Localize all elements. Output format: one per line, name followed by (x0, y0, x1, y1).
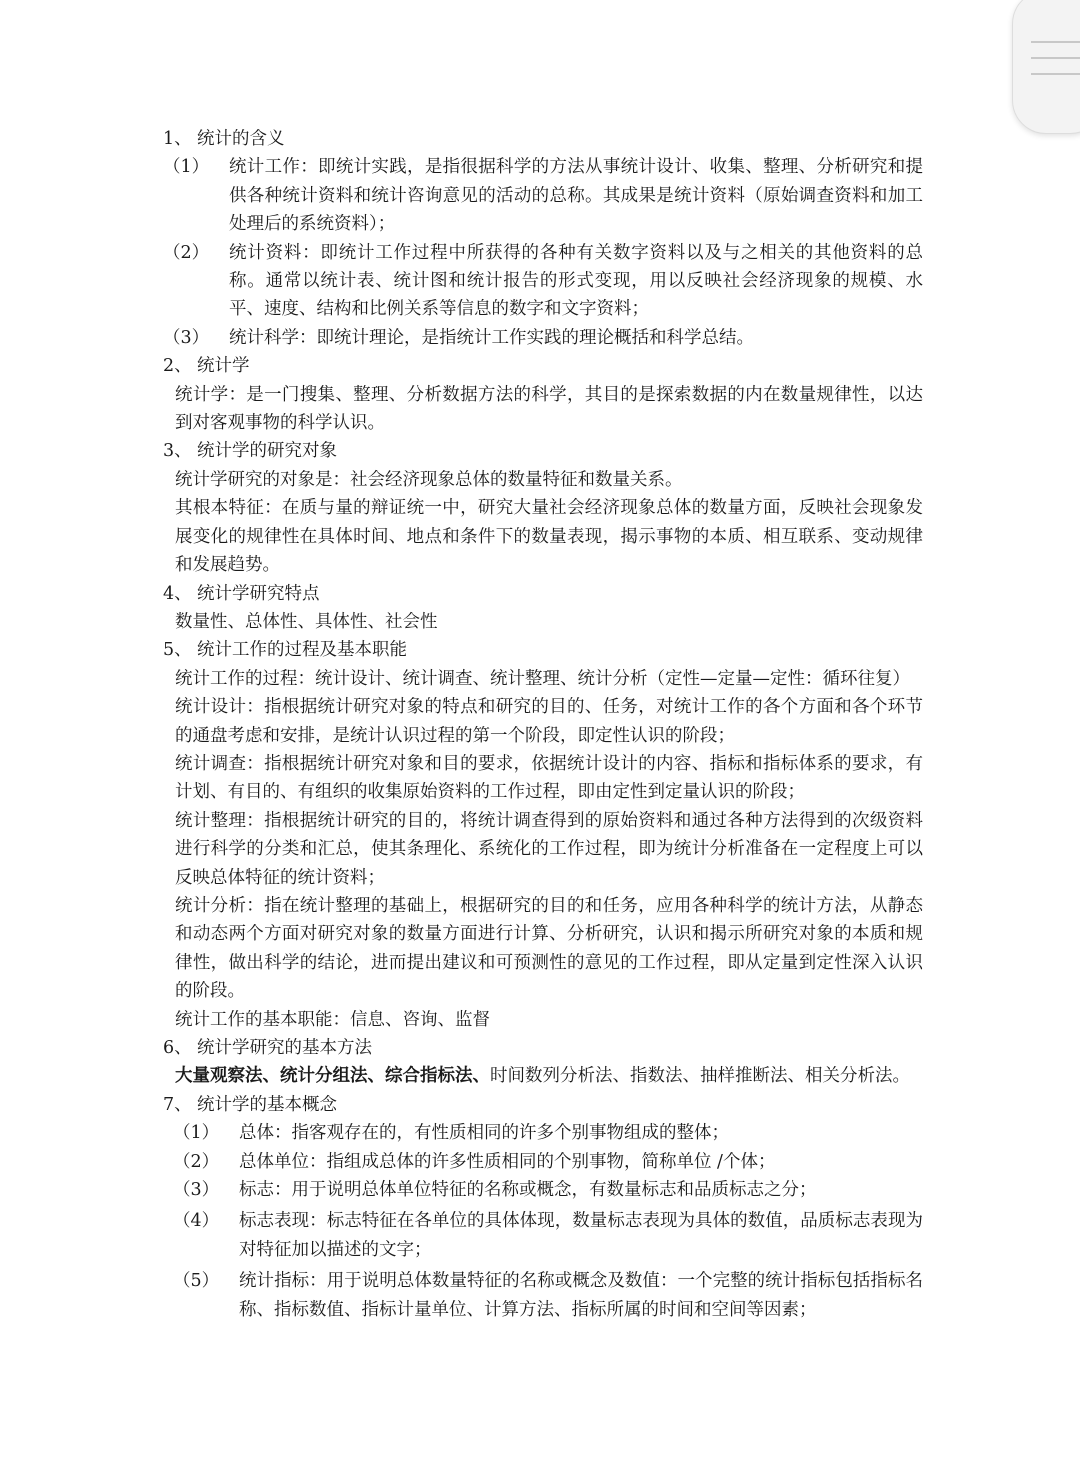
paragraph: 统计整理：指根据统计研究的目的，将统计调查得到的原始资料和通过各种方法得到的次级资料进行科学的分类和汇总，使其条理化、系统化的工作过程，即为统计分析准备在一定程度上可以反映总体特征的统计资料； (175, 810, 923, 888)
list-marker: （5） (173, 1271, 220, 1292)
paragraph (163, 1062, 923, 1090)
paragraph: 统计工作的基本职能：信息、咨询、监督 (175, 1009, 490, 1030)
section-number: 2、 (163, 356, 192, 377)
section-title: 统计学 (197, 356, 250, 377)
list-item (173, 1176, 923, 1204)
paragraph: 统计调查：指根据统计研究对象和目的要求，依据统计设计的内容、指标和指标体系的要求，有计划、有目的、有组织的收集原始资料的工作过程，即由定性到定量认识的阶段； (175, 753, 923, 803)
list-item (163, 153, 923, 238)
list-marker: （1） (163, 157, 210, 178)
list-marker: （4） (173, 1211, 220, 1232)
section-3-heading (163, 437, 923, 465)
paragraph: 统计学研究的对象是：社会经济现象总体的数量特征和数量关系。 (175, 469, 683, 490)
list-item-text: 总体：指客观存在的，有性质相同的许多个别事物组成的整体； (239, 1123, 729, 1144)
section-5-heading (163, 636, 923, 664)
section-1-heading (163, 125, 923, 153)
scroll-handle[interactable] (1012, 0, 1080, 134)
section-number: 7、 (163, 1094, 192, 1115)
section-2-heading (163, 352, 923, 380)
methods-text: 时间数列分析法、指数法、抽样推断法、相关分析法。 (490, 1066, 910, 1087)
section-number: 5、 (163, 640, 192, 661)
document-page (163, 125, 923, 1324)
section-number: 3、 (163, 441, 192, 462)
section-number: 6、 (163, 1038, 192, 1058)
paragraph: 统计学：是一门搜集、整理、分析数据方法的科学，其目的是探索数据的内在数量规律性，以达到对客观事物的科学认识。 (175, 384, 923, 434)
list-item-text: 统计工作：即统计实践，是指很据科学的方法从事统计设计、收集、整理、分析研究和提供各种统计资料和统计咨询意见的活动的总称。其成果是统计资料（原始调查资料和加工处理后的系统资料）； (229, 157, 923, 235)
list-item-text: 标志：用于说明总体单位特征的名称或概念，有数量标志和品质标志之分； (239, 1180, 817, 1201)
list-item (163, 239, 923, 324)
section-title: 统计工作的过程及基本职能 (197, 640, 407, 661)
grip-line (1031, 41, 1080, 43)
section-number: 4、 (163, 583, 192, 604)
list-item (173, 1207, 923, 1264)
list-item-text: 总体单位：指组成总体的许多性质相同的个别事物，简称单位 /个体； (239, 1151, 776, 1172)
paragraph: 统计分析：指在统计整理的基础上，根据研究的目的和任务，应用各种科学的统计方法，从静态和动态两个方面对研究对象的数量方面进行计算、分析研究，认识和揭示所研究对象的本质和规律性，做出科学的结论，进而提出建议和可预测性的意见的工作过程，即从定量到定性深入认识的阶段。 (175, 895, 923, 1002)
paragraph: 数量性、总体性、具体性、社会性 (175, 611, 438, 632)
list-marker: （2） (163, 242, 210, 263)
section-title: 统计学研究的基本方法 (197, 1038, 372, 1058)
list-item-text: 统计科学：即统计理论，是指统计工作实践的理论概括和科学总结。 (229, 327, 754, 348)
section-4-heading (163, 580, 923, 608)
list-item (163, 324, 923, 352)
paragraph: 统计工作的过程：统计设计、统计调查、统计整理、统计分析（定性—定量—定性：循环往复） (175, 668, 910, 689)
section-title: 统计学的研究对象 (197, 441, 337, 462)
grip-line (1031, 73, 1080, 75)
list-item (173, 1119, 923, 1147)
section-title: 统计学的基本概念 (197, 1094, 337, 1115)
list-item-text: 标志表现：标志特征在各单位的具体体现，数量标志表现为具体的数值，品质标志表现为对特征加以描述的文字； (239, 1211, 923, 1260)
section-title: 统计的含义 (197, 129, 285, 149)
paragraph: 其根本特征：在质与量的辩证统一中，研究大量社会经济现象总体的数量方面，反映社会现象发展变化的规律性在具体时间、地点和条件下的数量表现，揭示事物的本质、相互联系、变动规律和发展趋势。 (175, 498, 923, 576)
paragraph: 统计设计：指根据统计研究对象的特点和研究的目的、任务，对统计工作的各个方面和各个环节的通盘考虑和安排，是统计认识过程的第一个阶段，即定性认识的阶段； (175, 697, 923, 746)
list-marker: （1） (173, 1123, 220, 1144)
section-7-heading (163, 1091, 923, 1119)
list-item-text: 统计资料：即统计工作过程中所获得的各种有关数字资料以及与之相关的其他资料的总称。通常以统计表、统计图和统计报告的形式变现，用以反映社会经济现象的规模、水平、速度、结构和比例关系等信息的数字和文字资料； (229, 242, 923, 320)
list-marker: （2） (173, 1151, 220, 1172)
list-item-text: 统计指标：用于说明总体数量特征的名称或概念及数值：一个完整的统计指标包括指标名称、指标数值、指标计量单位、计算方法、指标所属的时间和空间等因素； (239, 1271, 923, 1320)
section-title: 统计学研究特点 (197, 583, 320, 604)
section-number: 1、 (163, 129, 192, 149)
list-marker: （3） (173, 1180, 220, 1201)
list-item (173, 1267, 923, 1324)
methods-bold-text: 大量观察法、统计分组法、综合指标法、 (175, 1066, 490, 1087)
list-item (173, 1148, 923, 1176)
list-marker: （3） (163, 327, 210, 348)
section-6-heading (163, 1034, 923, 1062)
grip-line (1031, 57, 1080, 59)
